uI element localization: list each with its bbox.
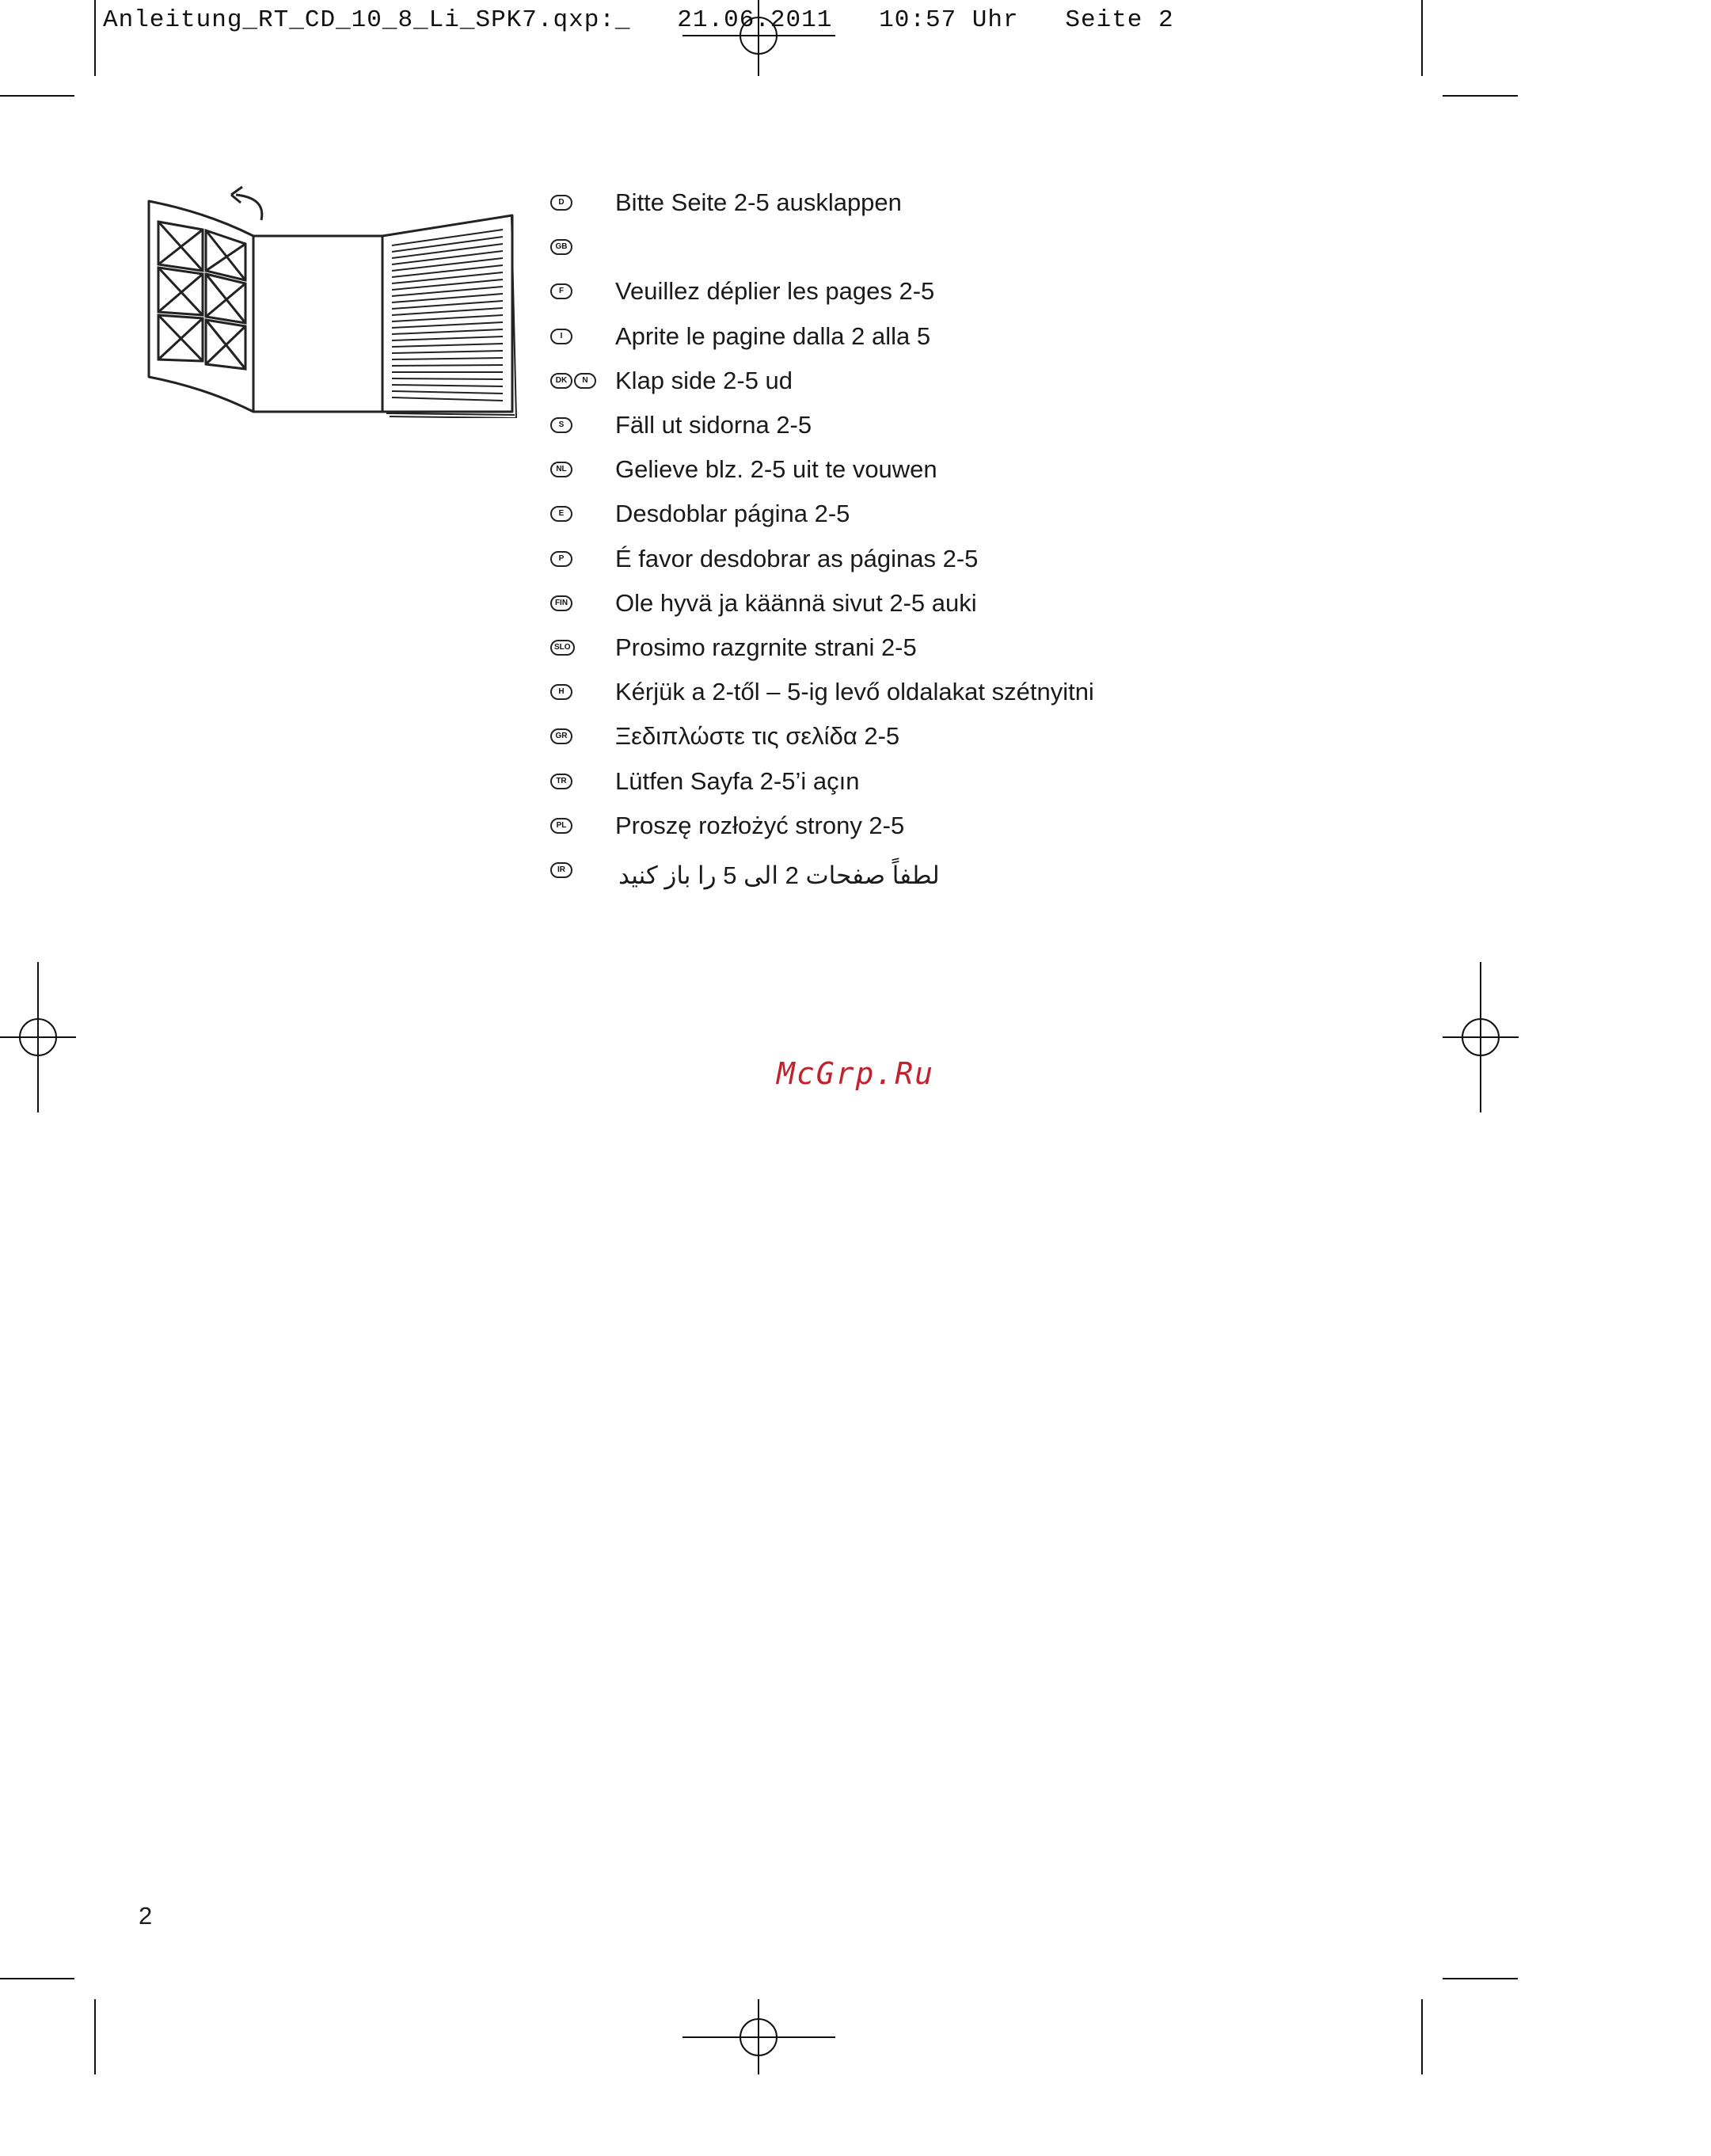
instruction-text: Kérjük a 2-től – 5-ig levő oldalakat szétnyitni [615, 678, 1094, 706]
lang-code-icon: P [550, 551, 572, 567]
text-lines [392, 230, 503, 401]
instruction-text: Ξεδιπλώστε τις σελίδα 2-5 [615, 722, 900, 751]
lang-code-icon: GB [550, 239, 572, 255]
language-code-badge [550, 235, 615, 259]
lang-row-tr [550, 759, 1094, 803]
lang-row-slo [550, 626, 1094, 670]
instruction-text: لطفاً صفحات 2 الی 5 را باز کنید [618, 861, 940, 889]
instruction-text: É favor desdobrar as páginas 2-5 [615, 544, 979, 572]
language-code-badge [550, 413, 615, 437]
lang-code-icon: F [550, 283, 572, 299]
language-code-badge [550, 325, 615, 348]
instruction-text: Ole hyvä ja käännä sivut 2-5 auki [615, 588, 977, 617]
lang-code-icon: D [550, 195, 572, 211]
lang-code-icon: SLO [550, 640, 575, 656]
lang-row-h [550, 670, 1094, 714]
lang-row-s [550, 403, 1094, 447]
language-code-badge [550, 369, 615, 393]
instruction-text: Prosimo razgrnite strani 2-5 [615, 633, 917, 661]
language-code-badge [550, 502, 615, 526]
lang-code-icon: I [550, 329, 572, 344]
middle-panel [253, 236, 382, 412]
print-slug-line: Anleitung_RT_CD_10_8_Li_SPK7.qxp:_ 21.06.2011 10:57 Uhr Seite 2 [103, 6, 1174, 34]
lang-code-icon: PL [550, 818, 572, 834]
lang-row-gr [550, 714, 1094, 759]
instruction-text: Bitte Seite 2-5 ausklappen [615, 188, 902, 217]
language-code-badge [550, 458, 615, 481]
tile-grid-icon [158, 222, 245, 369]
page-number: 2 [139, 1902, 153, 1930]
instruction-text: Desdoblar página 2-5 [615, 500, 850, 528]
instruction-text: Klap side 2-5 ud [615, 366, 793, 394]
language-code-badge [550, 770, 615, 793]
fold-arrow-icon [231, 187, 262, 220]
instruction-text: Lütfen Sayfa 2-5’i açın [615, 766, 860, 795]
language-code-badge [550, 680, 615, 704]
instruction-text: Veuillez déplier les pages 2-5 [615, 277, 935, 306]
lang-code-icon: NL [550, 462, 572, 477]
lang-row-d [550, 181, 1094, 225]
lang-row-p [550, 537, 1094, 581]
lang-code-icon: H [550, 684, 572, 700]
fold-out-pages-illustration [143, 181, 523, 418]
language-code-badge [550, 279, 615, 303]
language-code-badge [550, 591, 615, 615]
language-code-badge [550, 724, 615, 748]
language-code-badge [550, 547, 615, 571]
lang-code-icon: N [574, 373, 596, 389]
lang-row-pl [550, 804, 1094, 848]
language-code-badge [550, 814, 615, 838]
instruction-text: Gelieve blz. 2-5 uit te vouwen [615, 455, 937, 484]
watermark: McGrp.Ru [776, 1056, 935, 1091]
lang-code-icon: IR [550, 862, 572, 878]
instruction-text: Proszę rozłożyć strony 2-5 [615, 811, 905, 839]
language-code-badge [550, 191, 615, 215]
lang-row-gb [550, 225, 1094, 269]
lang-row-nl [550, 447, 1094, 492]
lang-row-i [550, 314, 1094, 359]
language-instruction-list [550, 181, 1094, 892]
lang-code-icon: FIN [550, 595, 572, 611]
instruction-text: Aprite le pagine dalla 2 alla 5 [615, 321, 931, 350]
lang-row-f [550, 269, 1094, 314]
lang-row-e [550, 492, 1094, 536]
lang-code-icon: S [550, 417, 572, 433]
lang-code-icon: GR [550, 728, 572, 744]
lang-row-fin [550, 581, 1094, 626]
lang-code-icon: TR [550, 774, 572, 789]
lang-row-ir [550, 848, 1094, 892]
lang-code-icon: E [550, 506, 572, 522]
language-code-badge [550, 858, 615, 882]
language-code-badge [550, 636, 615, 660]
lang-code-icon: DK [550, 373, 572, 389]
lang-row-dk-n [550, 359, 1094, 403]
instruction-text: Fäll ut sidorna 2-5 [615, 411, 812, 439]
